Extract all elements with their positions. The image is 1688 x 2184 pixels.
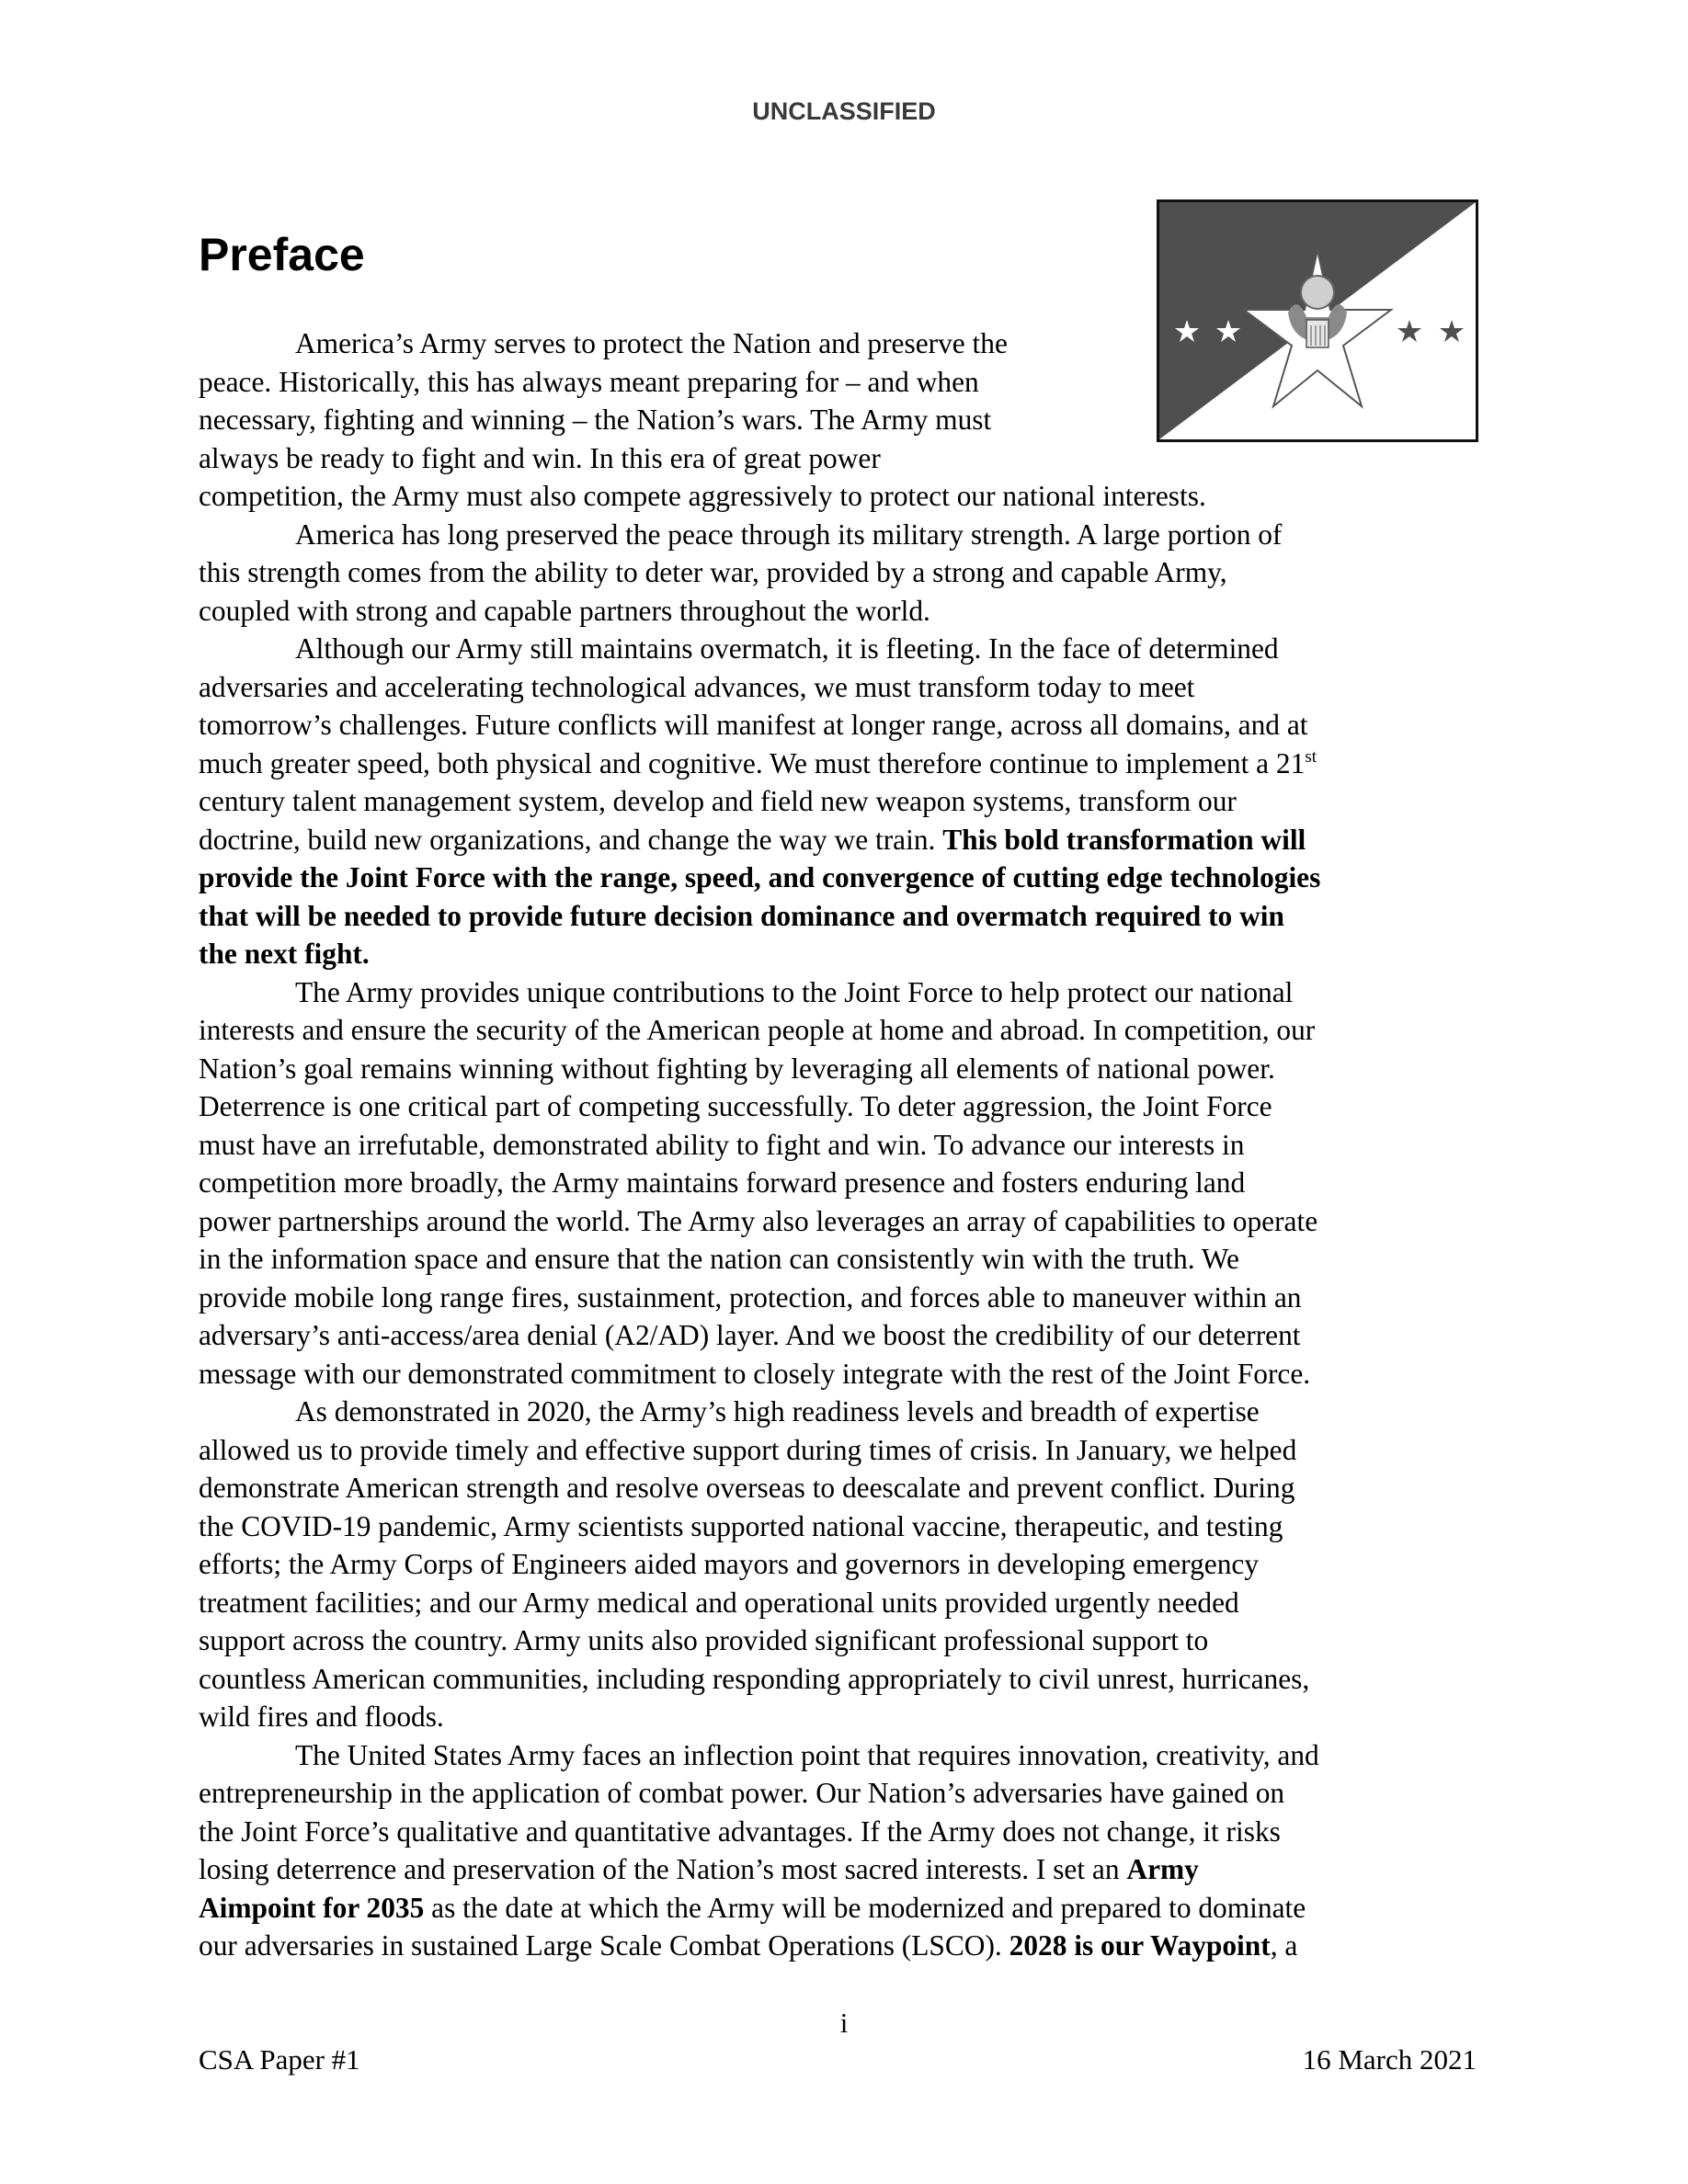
text-line: necessary, fighting and winning – the Nation’s wars. The Army must — [199, 404, 992, 436]
footer-date: 16 March 2021 — [1302, 2043, 1477, 2076]
text-line: must have an irrefutable, demonstrated ability to fight and win. To advance our interests in — [199, 1128, 1245, 1161]
page-title: Preface — [199, 229, 365, 280]
text-line: wild fires and floods. — [199, 1701, 444, 1733]
emphasis-text: This bold transformation will — [942, 823, 1306, 856]
text-line: our adversaries in sustained Large Scale Combat Operations (LSCO). 2028 is our Waypoint, a — [199, 1929, 1298, 1962]
text-line: Nation’s goal remains winning without fighting by leveraging all elements of national power. — [199, 1052, 1275, 1085]
text-line: the Joint Force’s qualitative and quantitative advantages. If the Army does not change, it risks — [199, 1814, 1281, 1848]
page-number: i — [839, 2007, 849, 2039]
text-line: that will be needed to provide future decision dominance and overmatch required to win — [199, 899, 1284, 932]
text-line: always be ready to fight and win. In this era of great power — [199, 441, 881, 474]
text-line: allowed us to provide timely and effective support during times of crisis. In January, we helped — [199, 1433, 1297, 1466]
text-line: As demonstrated in 2020, the Army’s high readiness levels and breadth of expertise — [295, 1395, 1260, 1428]
text-line: Aimpoint for 2035 as the date at which the Army will be modernized and prepared to dominate — [199, 1891, 1306, 1924]
text-line: support across the country. Army units also provided significant professional support to — [199, 1624, 1209, 1656]
text-line: this strength comes from the ability to deter war, provided by a strong and capable Army, — [199, 556, 1227, 588]
text-line: in the information space and ensure that the nation can consistently win with the truth. We — [199, 1243, 1239, 1275]
text-line: Although our Army still maintains overmatch, it is fleeting. In the face of determined — [295, 632, 1279, 665]
text-line: countless American communities, including responding appropriately to civil unrest, hurricanes, — [199, 1662, 1310, 1695]
text-line: demonstrate American strength and resolve overseas to deescalate and prevent conflict. During — [199, 1472, 1295, 1504]
text-line: America has long preserved the peace through its military strength. A large portion of — [295, 518, 1283, 551]
text-line: century talent management system, develop and field new weapon systems, transform our — [199, 785, 1237, 817]
text-line: Deterrence is one critical part of competing successfully. To deter aggression, the Joint Force — [199, 1090, 1272, 1122]
footer-document-id: CSA Paper #1 — [199, 2043, 360, 2076]
text-line: provide the Joint Force with the range, speed, and convergence of cutting edge technologies — [199, 861, 1321, 893]
text-line: competition more broadly, the Army maintains forward presence and fosters enduring land — [199, 1166, 1246, 1199]
text-line: efforts; the Army Corps of Engineers aided mayors and governors in developing emergency — [199, 1548, 1260, 1580]
text-line: treatment facilities; and our Army medical and operational units provided urgently needed — [199, 1586, 1239, 1619]
classification-header: UNCLASSIFIED — [752, 97, 936, 125]
text-line: power partnerships around the world. The Army also leverages an array of capabilities to operate — [199, 1204, 1318, 1237]
text-line: adversaries and accelerating technological advances, we must transform today to meet — [199, 670, 1195, 703]
text-line: losing deterrence and preservation of the Nation’s most sacred interests. I set an Army — [199, 1853, 1199, 1885]
text-line: message with our demonstrated commitment to closely integrate with the rest of the Joint Force. — [199, 1357, 1311, 1390]
text-line: peace. Historically, this has always meant preparing for – and when — [199, 365, 979, 398]
text-line: America’s Army serves to protect the Nation and preserve the — [295, 327, 1008, 359]
text-line: entrepreneurship in the application of combat power. Our Nation’s adversaries have gained on — [199, 1777, 1285, 1809]
preface-body — [199, 324, 1486, 1965]
text-line: doctrine, build new organizations, and change the way we train. This bold transformation will — [199, 823, 1306, 856]
text-line: tomorrow’s challenges. Future conflicts will manifest at longer range, across all domains, and at — [199, 709, 1308, 741]
text-line: competition, the Army must also compete aggressively to protect our national interests. — [199, 480, 1206, 512]
text-line: the next fight. — [199, 938, 370, 970]
text-line: interests and ensure the security of the American people at home and abroad. In competition, our — [199, 1014, 1316, 1046]
text-line: much greater speed, both physical and cognitive. We must therefore continue to implement a 21st — [199, 746, 1317, 779]
ordinal-suffix: st — [1305, 746, 1317, 767]
text-line: adversary’s anti-access/area denial (A2/AD) layer. And we boost the credibility of our deterrent — [199, 1319, 1301, 1351]
text-line: The Army provides unique contributions to the Joint Force to help protect our national — [295, 975, 1294, 1008]
text-line: The United States Army faces an inflection point that requires innovation, creativity, and — [295, 1738, 1319, 1771]
text-line: the COVID-19 pandemic, Army scientists supported national vaccine, therapeutic, and testing — [199, 1509, 1283, 1542]
text-line: provide mobile long range fires, sustainment, protection, and forces able to maneuver within an — [199, 1280, 1302, 1314]
text-line: coupled with strong and capable partners throughout the world. — [199, 594, 930, 627]
